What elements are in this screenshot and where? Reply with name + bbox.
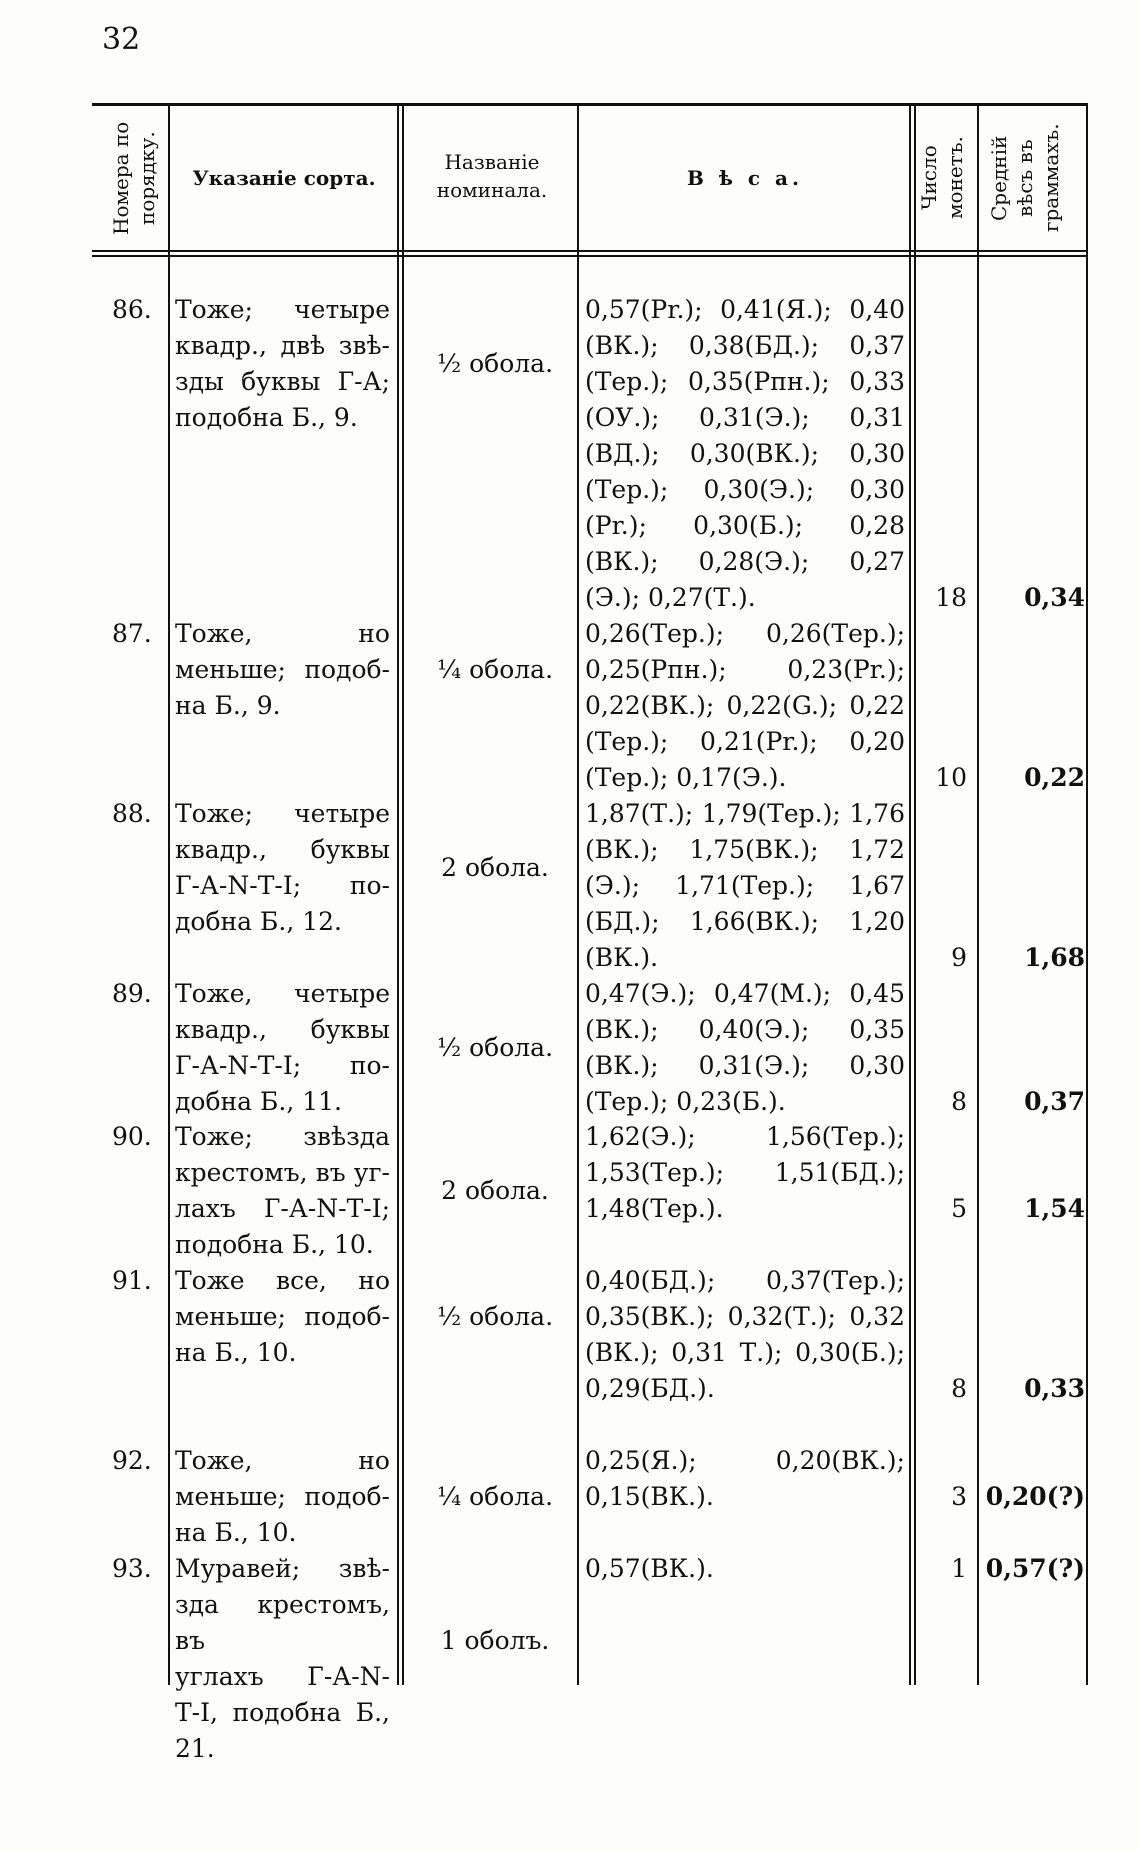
col-divider-6 xyxy=(1086,105,1088,1685)
weights-line: (ВК.); 0,31(Э.); 0,30 xyxy=(585,1051,905,1080)
weights-line: 0,22(ВК.); 0,22(G.); 0,22 xyxy=(585,691,905,720)
weights-line: (БД.); 1,66(ВК.); 1,20 xyxy=(585,907,905,936)
col-divider-3 xyxy=(577,105,579,1685)
weights-line: (Э.); 0,27(Т.). xyxy=(585,583,756,612)
header-bottom-rule-2 xyxy=(92,255,1088,257)
sort-description xyxy=(175,1119,390,1263)
weights-line: (ВК.); 0,31 Т.); 0,30(Б.); xyxy=(585,1338,905,1367)
weights-line: 0,40(БД.); 0,37(Тер.); xyxy=(585,1266,905,1295)
weights-list xyxy=(585,292,905,616)
coin-count: 3 xyxy=(951,1482,967,1511)
weights-line: (Тер.); 0,17(Э.). xyxy=(585,763,787,792)
coin-count: 10 xyxy=(935,763,967,792)
description-line: добна Б., 11. xyxy=(175,1087,342,1116)
description-line: подобна Б., 9. xyxy=(175,403,358,432)
description-line: Тоже; четыре xyxy=(175,295,390,324)
col-divider-2a xyxy=(397,105,399,1685)
row-number: 88. xyxy=(112,799,152,828)
description-line: Тоже, но xyxy=(175,1446,390,1475)
average-weight: 0,33 xyxy=(1024,1374,1085,1403)
weights-line: 0,35(ВК.); 0,32(Т.); 0,32 xyxy=(585,1302,905,1331)
description-line: углахъ Г-А-N- xyxy=(175,1662,390,1691)
denomination: ½ обола. xyxy=(436,1302,554,1331)
description-line: квадр., двѣ звѣ- xyxy=(175,331,390,360)
page-number: 32 xyxy=(102,22,141,57)
weights-line: 0,57(ВК.). xyxy=(585,1554,714,1583)
coin-count: 18 xyxy=(935,583,967,612)
average-weight: 0,37 xyxy=(1024,1087,1085,1116)
header-count: Число монетъ. xyxy=(917,136,967,220)
col-divider-1 xyxy=(168,105,170,1685)
weights-line: 0,47(Э.); 0,47(М.); 0,45 xyxy=(585,979,905,1008)
description-line: добна Б., 12. xyxy=(175,907,342,936)
row-number: 89. xyxy=(112,979,152,1008)
coin-count: 9 xyxy=(951,943,967,972)
weights-line: (Тер.); 0,21(Pr.); 0,20 xyxy=(585,727,905,756)
average-weight: 1,54 xyxy=(1024,1194,1085,1223)
sort-description xyxy=(175,1551,390,1767)
weights-line: 0,57(Pr.); 0,41(Я.); 0,40 xyxy=(585,295,905,324)
denomination: ¼ обола. xyxy=(436,1482,554,1511)
weights-line: (ВК.); 0,38(БД.); 0,37 xyxy=(585,331,905,360)
weights-list xyxy=(585,1551,905,1587)
row-number: 86. xyxy=(112,295,152,324)
weights-line: (ВД.); 0,30(ВК.); 0,30 xyxy=(585,439,905,468)
weights-line: 0,25(Я.); 0,20(ВК.); xyxy=(585,1446,905,1475)
description-line: Г-А-N-Т-I; по- xyxy=(175,1051,390,1080)
denomination: 2 обола. xyxy=(441,1176,549,1205)
description-line: Тоже, но xyxy=(175,619,390,648)
description-line: на Б., 9. xyxy=(175,691,281,720)
description-line: зды буквы Г-А; xyxy=(175,367,390,396)
average-weight: 0,34 xyxy=(1024,583,1085,612)
col-divider-4b xyxy=(914,105,916,1685)
weights-line: (ВК.); 0,28(Э.); 0,27 xyxy=(585,547,905,576)
coin-count: 8 xyxy=(951,1374,967,1403)
weights-line: (Pr.); 0,30(Б.); 0,28 xyxy=(585,511,905,540)
weights-line: 1,87(Т.); 1,79(Тер.); 1,76 xyxy=(585,799,905,828)
header-bottom-rule xyxy=(92,250,1088,252)
average-weight: 0,57(?) xyxy=(985,1554,1085,1583)
description-line: подобна Б., 10. xyxy=(175,1230,374,1259)
header-weights: В ѣ с а. xyxy=(687,166,803,190)
weights-list xyxy=(585,976,905,1120)
header-number: Номера по порядку. xyxy=(109,121,159,235)
weights-line: (Тер.); 0,23(Б.). xyxy=(585,1087,786,1116)
denomination: 1 оболъ. xyxy=(440,1626,550,1655)
weights-line: (ВК.); 1,75(ВК.); 1,72 xyxy=(585,835,905,864)
description-line: крестомъ, въ уг- xyxy=(175,1158,390,1187)
weights-line: (Тер.); 0,35(Рпн.); 0,33 xyxy=(585,367,905,396)
header-sort: Указаніе сорта. xyxy=(192,166,376,190)
sort-description xyxy=(175,1263,390,1371)
table-top-rule xyxy=(92,103,1088,106)
header-average: Средній вѣсъ въ граммахъ. xyxy=(987,123,1063,233)
description-line: меньше; подоб- xyxy=(175,1482,390,1511)
sort-description xyxy=(175,976,390,1120)
description-line: Тоже; звѣзда xyxy=(175,1122,390,1151)
row-number: 91. xyxy=(112,1266,152,1295)
weights-line: 1,62(Э.); 1,56(Тер.); xyxy=(585,1122,905,1151)
row-number: 92. xyxy=(112,1446,152,1475)
weights-list xyxy=(585,1443,905,1515)
average-weight: 1,68 xyxy=(1024,943,1085,972)
col-divider-4a xyxy=(909,105,911,1685)
weights-list xyxy=(585,796,905,976)
weights-line: 0,29(БД.). xyxy=(585,1374,715,1403)
sort-description xyxy=(175,1443,390,1551)
sort-description xyxy=(175,616,390,724)
description-line: на Б., 10. xyxy=(175,1338,297,1367)
row-number: 93. xyxy=(112,1554,152,1583)
description-line: Муравей; звѣ- xyxy=(175,1554,390,1583)
col-divider-2b xyxy=(402,105,404,1685)
header-denomination: Названіе номинала. xyxy=(436,150,548,202)
description-line: Тоже, четыре xyxy=(175,979,390,1008)
description-line: на Б., 10. xyxy=(175,1518,297,1547)
description-line: зда крестомъ, въ xyxy=(175,1590,390,1655)
weights-line: 0,26(Тер.); 0,26(Тер.); xyxy=(585,619,905,648)
description-line: 21. xyxy=(175,1734,215,1763)
weights-list xyxy=(585,1263,905,1407)
description-line: Т-I, подобна Б., xyxy=(175,1698,390,1727)
average-weight: 0,22 xyxy=(1024,763,1085,792)
weights-list xyxy=(585,1119,905,1227)
description-line: лахъ Г-А-N-Т-I; xyxy=(175,1194,390,1223)
description-line: Г-А-N-Т-I; по- xyxy=(175,871,390,900)
denomination: ½ обола. xyxy=(436,1033,554,1062)
sort-description xyxy=(175,796,390,940)
description-line: Тоже; четыре xyxy=(175,799,390,828)
weights-line: (Э.); 1,71(Тер.); 1,67 xyxy=(585,871,905,900)
weights-line: (ОУ.); 0,31(Э.); 0,31 xyxy=(585,403,905,432)
weights-line: (ВК.); 0,40(Э.); 0,35 xyxy=(585,1015,905,1044)
average-weight: 0,20(?) xyxy=(985,1482,1085,1511)
description-line: квадр., буквы xyxy=(175,835,390,864)
weights-line: 1,53(Тер.); 1,51(БД.); xyxy=(585,1158,905,1187)
weights-line: (Тер.); 0,30(Э.); 0,30 xyxy=(585,475,905,504)
denomination: 2 обола. xyxy=(441,853,549,882)
description-line: квадр., буквы xyxy=(175,1015,390,1044)
coin-count: 8 xyxy=(951,1087,967,1116)
col-divider-5 xyxy=(977,105,979,1685)
row-number: 90. xyxy=(112,1122,152,1151)
denomination: ½ обола. xyxy=(436,349,554,378)
description-line: Тоже все, но xyxy=(175,1266,390,1295)
coin-count: 1 xyxy=(951,1554,967,1583)
sort-description xyxy=(175,292,390,436)
coin-count: 5 xyxy=(951,1194,967,1223)
weights-list xyxy=(585,616,905,796)
description-line: меньше; подоб- xyxy=(175,1302,390,1331)
weights-line: 0,15(ВК.). xyxy=(585,1482,714,1511)
weights-line: 1,48(Тер.). xyxy=(585,1194,724,1223)
weights-line: 0,25(Рпн.); 0,23(Pr.); xyxy=(585,655,905,684)
weights-line: (ВК.). xyxy=(585,943,659,972)
denomination: ¼ обола. xyxy=(436,655,554,684)
row-number: 87. xyxy=(112,619,152,648)
description-line: меньше; подоб- xyxy=(175,655,390,684)
